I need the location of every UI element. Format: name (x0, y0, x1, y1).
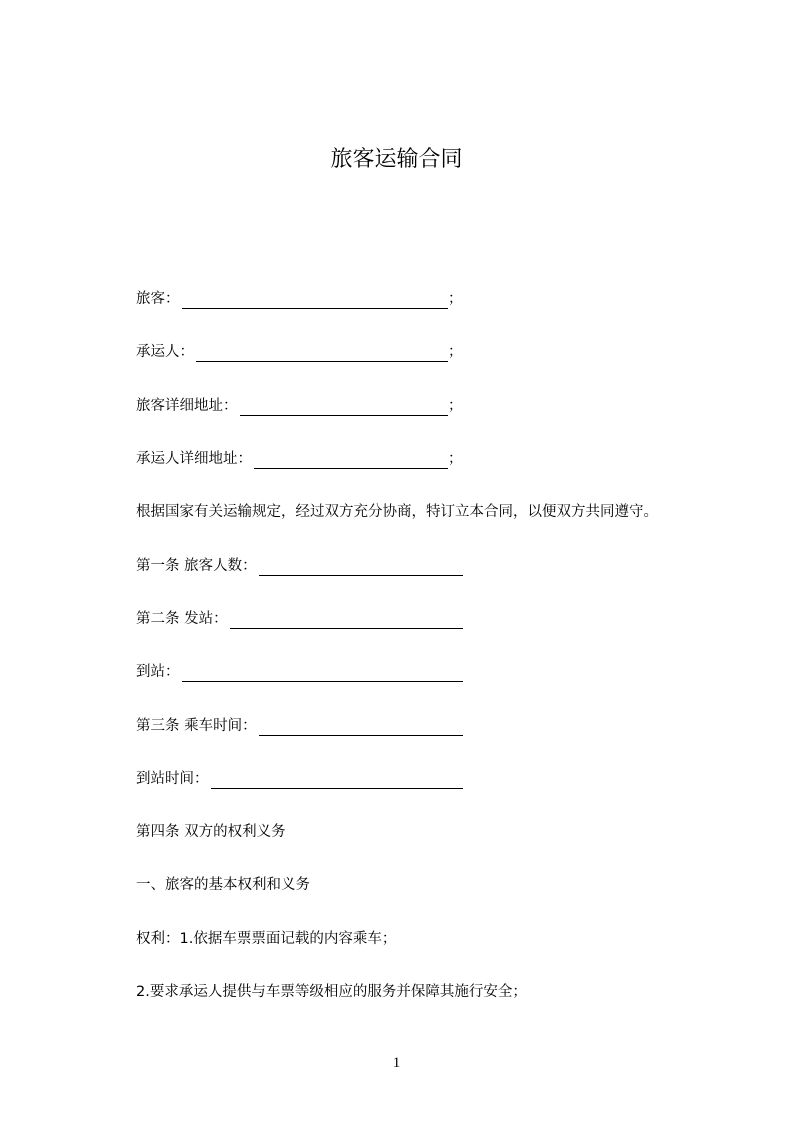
blank-line (211, 773, 464, 789)
field-carrier (136, 342, 463, 362)
blank-line (254, 453, 448, 469)
field-suffix: ； (448, 291, 463, 307)
article-1-passenger-count (136, 556, 463, 576)
field-passenger-address (136, 396, 463, 416)
field-passenger (136, 289, 463, 309)
field-label: 承运人： (136, 344, 194, 360)
blank-line (182, 293, 449, 309)
blank-line (230, 613, 463, 629)
field-label: 到站： (136, 664, 180, 680)
field-label: 第三条 乘车时间： (136, 718, 257, 734)
paragraph: 2.要求承运人提供与车票等级相应的服务并保障其施行安全； (136, 984, 527, 1000)
field-label: 到站时间： (136, 771, 209, 787)
page-number: 1 (392, 1055, 401, 1071)
blank-line (259, 560, 463, 576)
article-3-boarding-time (136, 716, 463, 736)
field-label: 承运人详细地址： (136, 451, 252, 467)
field-label: 第二条 发站： (136, 611, 228, 627)
arrival-time (136, 769, 463, 789)
blank-line (196, 346, 448, 362)
section-heading: 一、旅客的基本权利和义务 (136, 877, 310, 893)
field-suffix: ； (448, 451, 463, 467)
field-label: 旅客： (136, 291, 180, 307)
blank-line (182, 666, 464, 682)
field-suffix: ； (448, 344, 463, 360)
arrival-station (136, 662, 463, 682)
field-label: 第一条 旅客人数： (136, 558, 257, 574)
paragraph: 权利：1.依据车票票面记载的内容乘车； (136, 931, 397, 947)
article-4-heading: 第四条 双方的权利义务 (136, 824, 286, 840)
blank-line (259, 720, 463, 736)
field-carrier-address (136, 449, 463, 469)
document-title: 旅客运输合同 (330, 147, 463, 172)
intro-paragraph: 根据国家有关运输规定，经过双方充分协商，特订立本合同，以便双方共同遵守。 (136, 504, 658, 520)
blank-line (240, 400, 449, 416)
field-suffix: ； (448, 398, 463, 414)
article-2-departure (136, 609, 463, 629)
field-label: 旅客详细地址： (136, 398, 238, 414)
